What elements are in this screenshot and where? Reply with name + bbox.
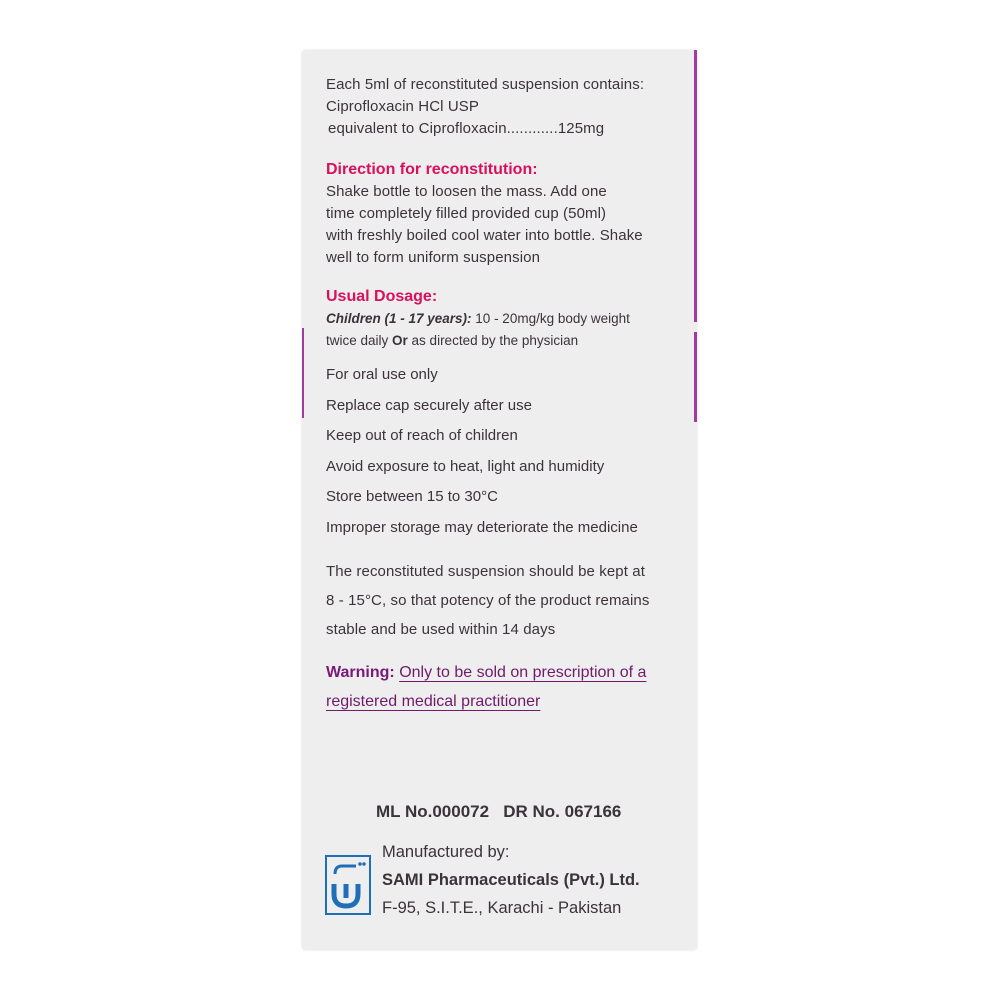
storage-note-line-1: The reconstituted suspension should be kept at	[326, 562, 645, 580]
dosage-heading: Usual Dosage:	[326, 288, 438, 305]
instruction-item: Avoid exposure to heat, light and humidity	[326, 457, 605, 475]
accent-bar-left	[302, 328, 304, 418]
instruction-item: Replace cap securely after use	[326, 396, 532, 414]
storage-note-line-2: 8 - 15°C, so that potency of the product remains	[326, 591, 650, 609]
instruction-item: Store between 15 to 30°C	[326, 488, 498, 505]
composition-drug: Ciprofloxacin HCl USP	[326, 98, 479, 115]
manufacturer-address: F-95, S.I.T.E., Karachi - Pakistan	[382, 899, 622, 917]
composition-equivalent: equivalent to Ciprofloxacin............125mg	[328, 120, 605, 137]
storage-note-line-3: stable and be used within 14 days	[326, 620, 556, 638]
dosage-children	[326, 308, 687, 330]
storage-note	[326, 557, 687, 644]
dosage-section	[326, 286, 687, 352]
instruction-item: Improper storage may deteriorate the medicine	[326, 518, 638, 536]
reconstitution-section	[326, 159, 687, 269]
leaflet-panel	[302, 50, 697, 950]
leaflet-content	[326, 74, 687, 716]
warning-label: Warning:	[326, 663, 395, 681]
sami-logo-icon	[324, 854, 372, 916]
reconstitution-line-3: with freshly boiled cool water into bottle. Shake	[326, 227, 643, 244]
warning-section	[326, 658, 687, 716]
instruction-item: Keep out of reach of children	[326, 427, 518, 444]
composition-section	[326, 74, 687, 140]
warning-line-2	[326, 687, 687, 716]
reconstitution-line-4: well to form uniform suspension	[326, 249, 541, 266]
instruction-item: For oral use only	[326, 366, 438, 383]
reconstitution-line-2: time completely filled provided cup (50ml)	[326, 205, 607, 222]
dosage-frequency-post: as directed by the physician	[407, 333, 579, 348]
accent-bar-right-bottom	[694, 332, 697, 422]
dosage-or: Or	[392, 333, 408, 348]
dosage-frequency	[326, 330, 687, 352]
accent-bar-right-top	[694, 50, 697, 322]
instructions-list	[326, 364, 687, 539]
registration-numbers: ML No.000072 DR No. 067166	[376, 802, 622, 821]
reconstitution-heading: Direction for reconstitution:	[326, 161, 538, 178]
composition-intro: Each 5ml of reconstituted suspension contains:	[326, 76, 645, 93]
manufacturer-label: Manufactured by:	[382, 843, 510, 861]
dosage-frequency-pre: twice daily	[326, 333, 393, 348]
warning-text-2: registered medical practitioner	[326, 692, 541, 710]
manufacturer-block	[382, 838, 640, 922]
warning-line-1	[326, 658, 687, 687]
dosage-children-text: 10 - 20mg/kg body weight	[471, 311, 630, 326]
warning-text-1: Only to be sold on prescription of a	[399, 663, 647, 681]
dosage-children-label: Children (1 - 17 years):	[326, 311, 472, 326]
reconstitution-line-1: Shake bottle to loosen the mass. Add one	[326, 183, 607, 200]
manufacturer-name: SAMI Pharmaceuticals (Pvt.) Ltd.	[382, 871, 640, 889]
